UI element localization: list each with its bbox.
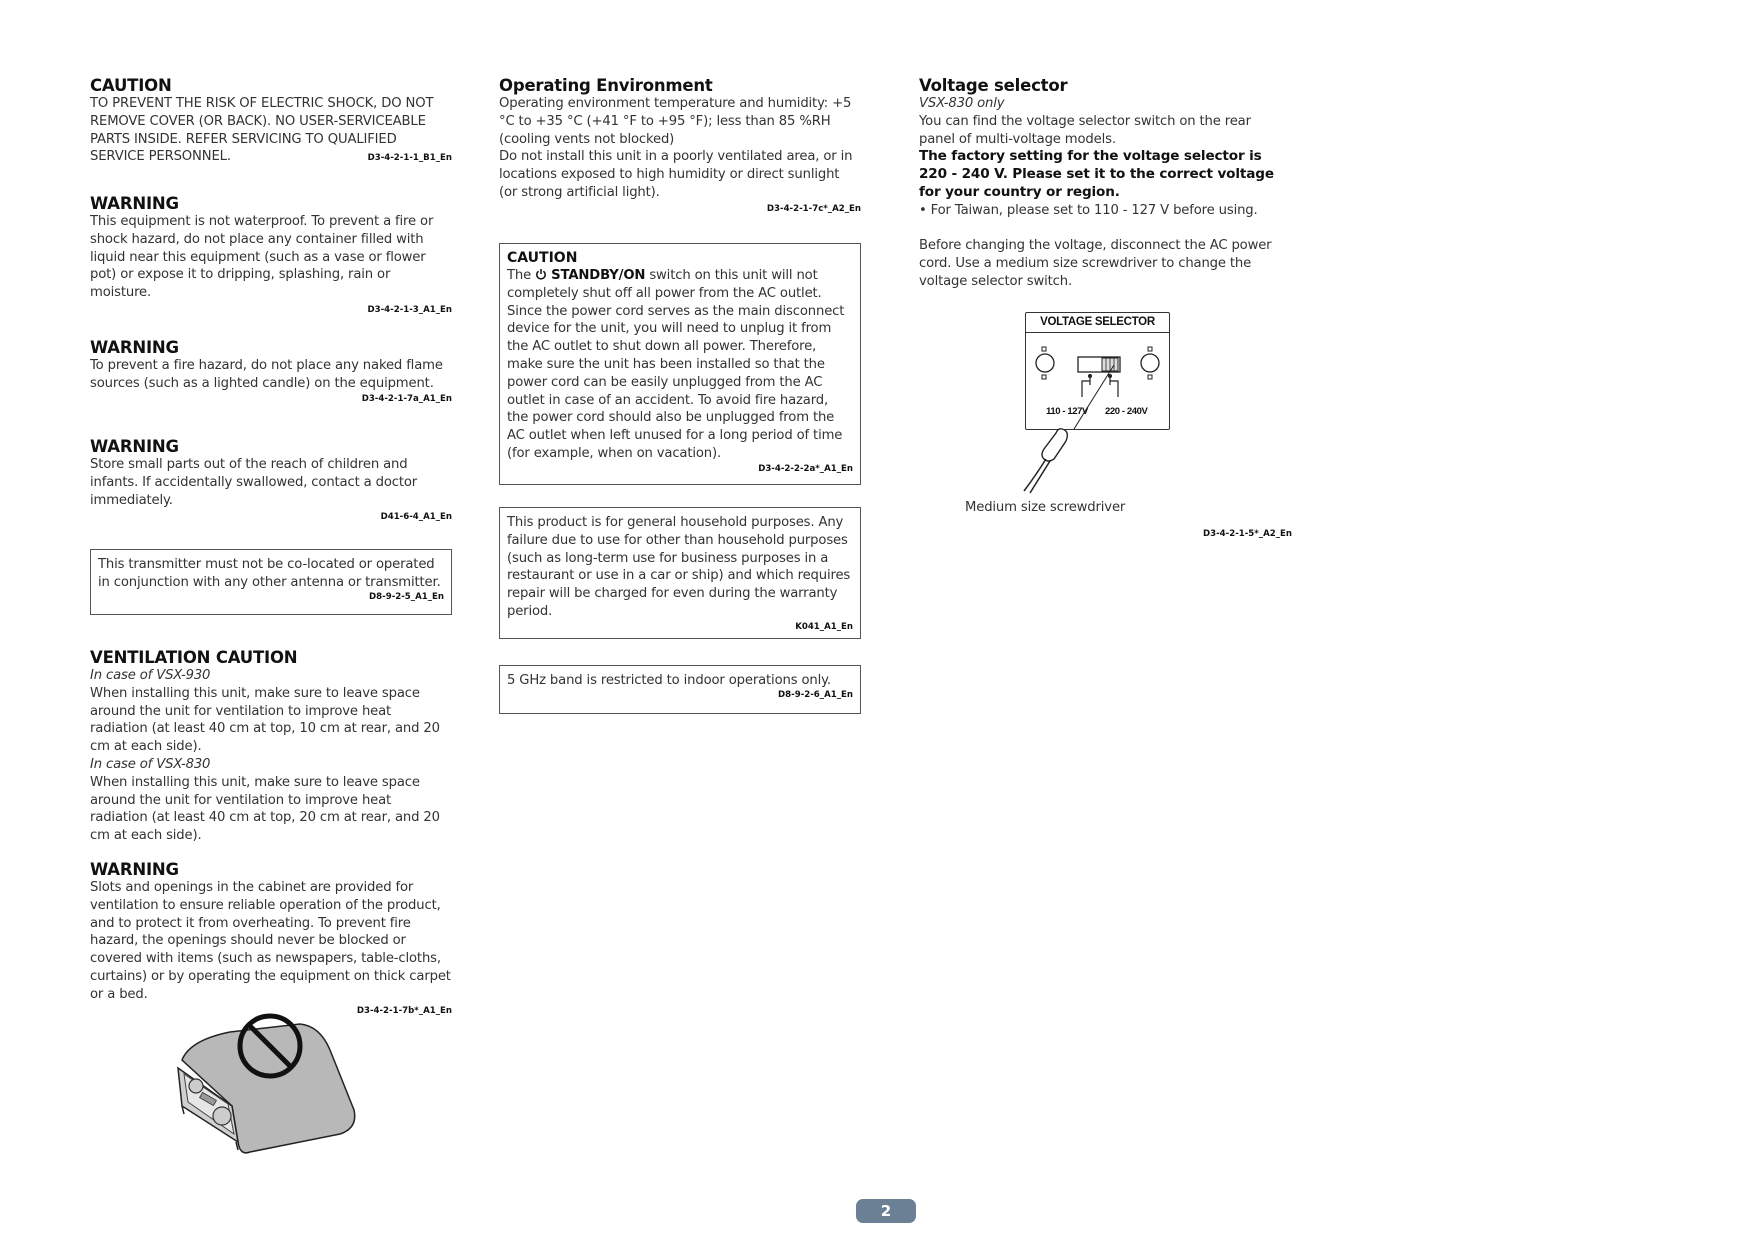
warning-code: D3-4-2-1-3_A1_En — [367, 304, 452, 315]
standby-button-name: STANDBY/ON — [551, 268, 646, 283]
transmitter-notice-box — [90, 549, 452, 615]
operating-environment-section — [499, 76, 861, 215]
voltage-text: You can find the voltage selector switch on the rear panel of multi-voltage models. — [919, 113, 1251, 147]
environment-title: Operating Environment — [499, 76, 713, 95]
power-icon — [535, 268, 547, 280]
screwdriver-caption: Medium size screwdriver — [965, 500, 1126, 515]
voltage-model: VSX-830 only — [919, 96, 1005, 111]
voltage-selector-diagram-title: VOLTAGE SELECTOR — [1026, 313, 1169, 333]
warning-title: WARNING — [90, 437, 179, 456]
voltage-label-low: 110 - 127V — [1046, 406, 1088, 417]
warning-title: WARNING — [90, 860, 179, 879]
environment-code: D3-4-2-1-7c*_A2_En — [766, 203, 861, 214]
ventilation-case-830: In case of VSX-830 — [90, 756, 211, 772]
warning-code: D3-4-2-1-7a_A1_En — [361, 393, 452, 404]
covered-receiver-illustration — [170, 1010, 370, 1160]
voltage-code: D3-4-2-1-5*_A2_En — [1202, 529, 1292, 539]
screwdriver-icon — [1018, 425, 1078, 495]
warning-waterproof-section — [90, 194, 452, 316]
household-notice-box — [499, 507, 861, 639]
voltage-factory-setting: The factory setting for the voltage selector is 220 - 240 V. Please set it to the correct voltage for your country or region. — [919, 148, 1274, 200]
standby-pre-text: The — [507, 268, 536, 283]
voltage-taiwan-bullet: • For Taiwan, please set to 110 - 127 V before using. — [919, 202, 1258, 218]
warning-code: D41-6-4_A1_En — [380, 512, 452, 523]
warning-flame-section — [90, 338, 452, 405]
voltage-selector-diagram — [1025, 312, 1170, 430]
warning-code: D3-4-2-1-7b*_A1_En — [356, 1005, 452, 1016]
warning-text: This equipment is not waterproof. To prevent a fire or shock hazard, do not place any container filled with liquid near this equipment (such as a vase or flower pot) or expose it to dripping, splashing, rain or moisture. — [90, 214, 434, 301]
ventilation-text-930: When installing this unit, make sure to leave space around the unit for ventilation to improve heat radiation (at least 40 cm at top, 10 cm at rear, and 20 cm at each side). — [90, 685, 440, 755]
voltage-selector-section — [919, 76, 1283, 291]
standby-code: D3-4-2-2-2a*_A1_En — [758, 463, 853, 474]
warning-title: WARNING — [90, 338, 179, 357]
warning-title: WARNING — [90, 194, 179, 213]
transmitter-code: D8-9-2-5_A1_En — [369, 591, 444, 602]
ventilation-text-830: When installing this unit, make sure to leave space around the unit for ventilation to improve heat radiation (at least 40 cm at top, 20 cm at rear, and 20 cm at each side). — [90, 774, 440, 844]
transmitter-text: This transmitter must not be co-located or operated in conjunction with any other antenna or transmitter. — [98, 557, 441, 590]
warning-text: Store small parts out of the reach of children and infants. If accidentally swallowed, contact a doctor immediately. — [90, 457, 418, 508]
caution-title: CAUTION — [90, 76, 172, 95]
ghz-notice-box — [499, 665, 861, 714]
page-number: 2 — [856, 1199, 916, 1223]
caution-text: TO PREVENT THE RISK OF ELECTRIC SHOCK, DO NOT REMOVE COVER (OR BACK). NO USER-SERVICEABLE PARTS INSIDE. REFER SERVICING TO QUALIFIED SERVICE PERSONNEL. — [90, 96, 434, 165]
ventilation-case-930: In case of VSX-930 — [90, 668, 211, 683]
caution-code: D3-4-2-1-1_B1_En — [367, 153, 452, 164]
ghz-code: D8-9-2-6_A1_En — [778, 689, 853, 700]
warning-text: To prevent a fire hazard, do not place any naked flame sources (such as a lighted candle) on the equipment. — [90, 358, 443, 391]
environment-text: Operating environment temperature and humidity: +5 °C to +35 °C (+41 °F to +95 °F); less than 85 %RH (cooling vents not blocked) — [499, 96, 852, 147]
caution-section — [90, 76, 452, 164]
ventilation-section — [90, 648, 452, 845]
voltage-instructions: Before changing the voltage, disconnect the AC power cord. Use a medium size screwdriver to change the voltage selector switch. — [919, 238, 1272, 289]
household-code: K041_A1_En — [795, 621, 853, 632]
environment-text-2: Do not install this unit in a poorly ventilated area, or in locations exposed to high humidity or direct sunlight (or strong artificial light). — [499, 149, 853, 200]
voltage-title: Voltage selector — [919, 76, 1068, 95]
standby-caution-box — [499, 243, 861, 485]
standby-caution-text — [507, 267, 853, 463]
warning-text: Slots and openings in the cabinet are provided for ventilation to ensure reliable operation of the product, and to protect it from overheating. To prevent fire hazard, the openings should never be blocked or covered with items (such as newspapers, table-cloths, curtains) or by operating the equipment on thick carpet or a bed. — [90, 880, 451, 1002]
warning-openings-section — [90, 860, 452, 1017]
ghz-text: 5 GHz band is restricted to indoor operations only. — [507, 673, 831, 688]
standby-caution-title: CAUTION — [507, 250, 578, 266]
household-text: This product is for general household purposes. Any failure due to use for other than household purposes (such as long-term use for business purposes in a restaurant or use in a car or ship) and which requires repair will be charged for even during the warranty period. — [507, 515, 851, 619]
ventilation-title: VENTILATION CAUTION — [90, 648, 298, 667]
warning-small-parts-section — [90, 437, 452, 523]
voltage-label-high: 220 - 240V — [1105, 406, 1148, 417]
standby-body: switch on this unit will not completely shut off all power from the AC outlet. Since the power cord serves as the main disconnect device for the unit, you will need to unplug it from the AC outlet to shut down all power. Therefore, make sure the unit has been installed so that the power cord can be easily unplugged from the AC outlet in case of an accident. To avoid fire hazard, the power cord should also be unplugged from the AC outlet when left unused for a long period of time (for example, when on vacation). — [507, 268, 845, 461]
